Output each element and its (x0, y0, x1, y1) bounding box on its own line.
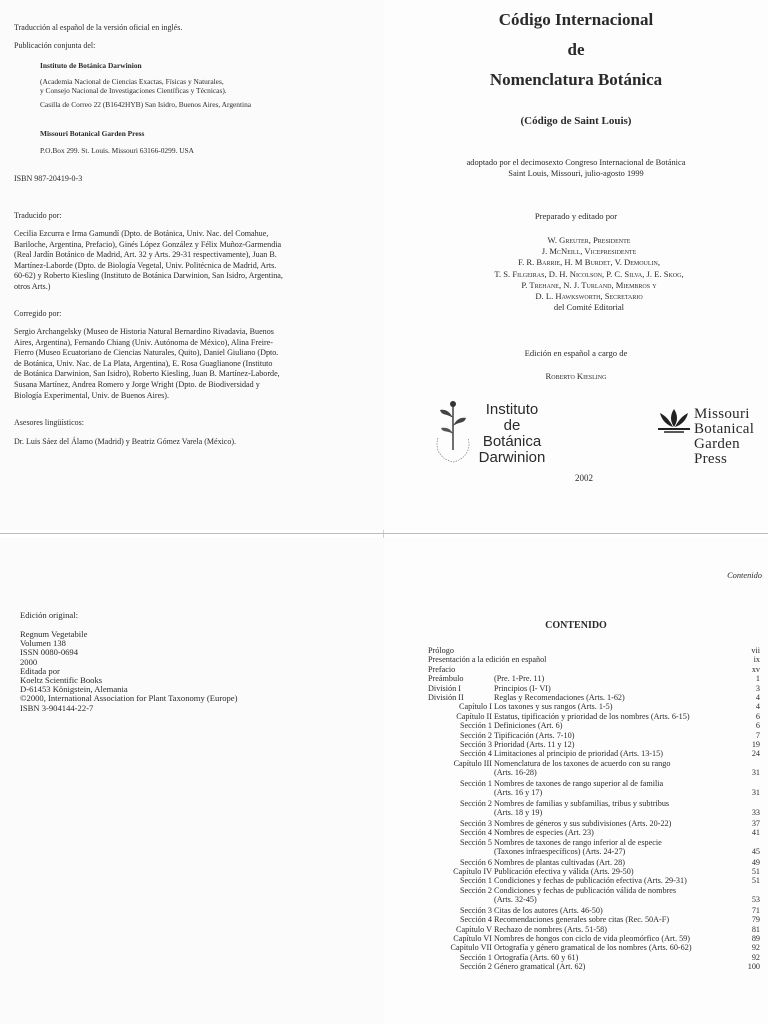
toc-page-number: vii (751, 646, 760, 655)
toc-label: Sección 2 (459, 730, 492, 740)
toc-page-number: 51 (751, 876, 760, 886)
toc-label: División II (428, 693, 464, 702)
missouri-logo-text (694, 407, 768, 467)
original-edition-line: Koeltz Scientific Books (20, 675, 103, 686)
toc-title: Tipificación (Arts. 7-10) (494, 730, 575, 740)
toc-page-number: 89 (751, 934, 760, 943)
darwinion-logo-line: Botánica (482, 433, 542, 450)
missouri-logo-line: Missouri (694, 406, 750, 422)
toc-page-number: 45 (751, 846, 760, 856)
missouri-logo-line: Garden (694, 436, 740, 452)
toc-title: Condiciones y fechas de publicación válida de nombres (494, 885, 677, 895)
title-page (384, 0, 768, 530)
darwinion-logo-line: Instituto (485, 401, 539, 418)
darwinion-logo-icon (428, 398, 478, 466)
spanish-edition-editor: Roberto Kiesling (545, 371, 607, 381)
toc-label: Sección 1 (459, 876, 492, 886)
toc-title-continued: (Arts. 16-28) (494, 768, 537, 778)
toc-page-number: 92 (751, 943, 760, 953)
toc-page-number: 79 (751, 915, 760, 925)
toc-title: Reglas y Recomendaciones (Arts. 1-62) (494, 693, 625, 702)
translated-line: Cecilia Ezcurra e Irma Gamundí (Dpto. de Botánica, Univ. Nac. del Comahue, (14, 229, 269, 238)
editor-line: del Comité Editorial (553, 302, 625, 313)
isbn: ISBN 987-20419-0-3 (14, 174, 83, 183)
toc-label: Sección 4 (459, 915, 492, 925)
toc-page-number: xv (751, 664, 760, 674)
toc-title: Ortografía y género gramatical de los nombres (Arts. 60-62) (494, 943, 692, 953)
original-edition-page (0, 538, 384, 1024)
toc-title-continued: (Taxones infraespecíficos) (Arts. 24-27) (494, 846, 626, 856)
translated-paragraph (14, 229, 359, 293)
editors-list (444, 235, 734, 313)
toc-row (384, 962, 768, 971)
original-edition-line: Regnum Vegetabile (20, 629, 88, 639)
institute1-address-1: (Academia Nacional de Ciencias Exactas, Físicas y Naturales, (40, 77, 224, 86)
toc-row (384, 819, 768, 828)
toc-row (384, 915, 768, 924)
toc-row (384, 740, 768, 749)
corrected-line: Fierro (Museo Ecuatoriano de Ciencias Naturales, Quito), Daniel Giuliano (Dpto. (14, 348, 279, 358)
toc-label: Capítulo V (455, 924, 492, 934)
toc-title: Nombres de hongos con ciclo de vida pleomórfico (Art. 59) (494, 934, 690, 943)
toc-label: Prólogo (428, 646, 454, 655)
editor-line: D. L. Hawksworth, Secretario (535, 291, 643, 302)
contents-heading: CONTENIDO (545, 620, 607, 631)
toc-title: Estatus, tipificación y prioridad de los nombres (Arts. 6-15) (494, 711, 690, 721)
toc-row (384, 712, 768, 721)
toc-label: Sección 3 (459, 740, 492, 749)
title-line-1: Código Internacional (498, 10, 654, 29)
toc-label: Sección 2 (459, 962, 492, 972)
toc-page-number: 53 (751, 895, 760, 905)
publication-year: 2002 (575, 473, 593, 483)
corrected-heading: Corregido por: (14, 309, 62, 318)
toc-page-number: 6 (755, 721, 760, 731)
toc-page-number: 4 (755, 693, 760, 702)
translation-note: Traducción al español de la versión oficial en inglés. (14, 23, 183, 32)
toc-page-number: 33 (751, 808, 760, 818)
toc-page-number: 4 (755, 702, 760, 712)
toc-title: Nombres de familias y subfamilias, tribus y subtribus (494, 798, 670, 808)
toc-label: Sección 1 (459, 952, 492, 962)
corrected-paragraph (14, 327, 359, 401)
toc-title: Citas de los autores (Arts. 46-50) (494, 905, 603, 915)
adopted-line-1: adoptado por el decimosexto Congreso Internacional de Botánica (466, 158, 686, 167)
toc-title-continued: (Arts. 18 y 19) (494, 808, 543, 818)
toc-row (384, 721, 768, 730)
toc-title: Los taxones y sus rangos (Arts. 1-5) (494, 702, 613, 712)
toc-label: Sección 1 (459, 721, 492, 731)
toc-title-continued: (Arts. 16 y 17) (494, 788, 543, 798)
corrected-line: Susana Martínez, Andrea Romero y Jorge Wright (Dpto. de Biodiversidad y (14, 379, 260, 389)
title-line-2: de (567, 40, 585, 59)
toc-label: Sección 4 (459, 828, 492, 838)
toc-label: Capítulo I (459, 702, 492, 712)
missouri-logo-line: Press (694, 451, 728, 467)
toc-title-continued: (Arts. 32-45) (494, 895, 537, 905)
editor-line: P. Trehane, N. J. Turland, Miembros y (521, 279, 657, 290)
toc-label: Capítulo VII (450, 943, 492, 953)
toc-page-number: 7 (755, 730, 760, 740)
toc-row (384, 876, 768, 885)
toc-page-number: 24 (751, 749, 760, 759)
publication-note: Publicación conjunta del: (14, 41, 96, 50)
toc-title: (Pre. 1-Pre. 11) (494, 674, 545, 684)
translated-line: 60-62) y Roberto Kiesling (Instituto de Botánica Darwinion, San Isidro, Argentina, (14, 271, 283, 281)
toc-row (384, 934, 768, 943)
toc-row (384, 886, 768, 905)
toc-title: Nomenclatura de los taxones de acuerdo con su rango (494, 758, 671, 768)
toc-label: Sección 3 (459, 905, 492, 915)
missouri-botanical-logo-icon (654, 405, 694, 437)
institute1-address-2: y Consejo Nacional de Investigaciones Científicas y Técnicas). (40, 86, 227, 95)
toc-label: Sección 1 (459, 778, 492, 788)
original-edition-heading: Edición original: (20, 610, 78, 620)
original-edition-line: Volumen 138 (20, 638, 66, 649)
toc-row (384, 693, 768, 702)
original-edition-details (20, 630, 237, 713)
toc-title: Género gramatical (Art. 62) (494, 962, 586, 972)
original-edition-line: ©2000, International Association for Plant Taxonomy (Europe) (20, 693, 238, 704)
institute1-address-3: Casilla de Correo 22 (B1642HYB) San Isidro, Buenos Aires, Argentina (40, 100, 252, 109)
toc-title: Prioridad (Arts. 11 y 12) (494, 740, 575, 749)
credits-page (0, 0, 384, 530)
toc-row (384, 646, 768, 655)
spanish-edition-note: Edición en español a cargo de (524, 348, 628, 358)
editor-line: T. S. Filgeiras, D. H. Nicolson, P. C. Silva, J. E. Skog, (494, 268, 684, 279)
institute2-name: Missouri Botanical Garden Press (40, 129, 145, 138)
toc-title: Principios (I- VI) (494, 683, 551, 693)
toc-title: Nombres de plantas cultivadas (Art. 28) (494, 857, 625, 867)
toc-title: Limitaciones al principio de prioridad (Arts. 13-15) (494, 749, 663, 759)
toc-row (384, 828, 768, 837)
original-edition-line: ISBN 3-904144-22-7 (20, 702, 94, 713)
editor-line: F. R. Barrie, H. M Burdet, V. Demoulin, (517, 257, 661, 268)
toc-title: Publicación efectiva y válida (Arts. 29-50) (494, 867, 634, 876)
toc-title: Condiciones y fechas de publicación efectiva (Arts. 29-31) (494, 876, 687, 886)
toc-title: Definiciones (Art. 6) (494, 721, 563, 731)
subtitle: (Código de Saint Louis) (520, 115, 632, 127)
toc-page-number: 51 (751, 867, 760, 876)
toc-page-number: 49 (751, 857, 760, 867)
translated-heading: Traducido por: (14, 211, 62, 220)
contents-page (384, 538, 768, 1024)
toc-label: Sección 5 (459, 837, 492, 847)
toc-row (384, 684, 768, 693)
advisors-line: Dr. Luis Sáez del Álamo (Madrid) y Beatriz Gómez Varela (México). (14, 437, 236, 446)
darwinion-logo-line: de (503, 417, 521, 434)
toc-page-number: 37 (751, 818, 760, 828)
toc-label: División I (428, 683, 461, 693)
toc-page-number: ix (753, 655, 760, 665)
original-edition-line: D-61453 Königstein, Alemania (20, 684, 128, 695)
toc-label: Sección 4 (459, 749, 492, 759)
toc-page-number: 6 (755, 711, 760, 721)
toc-label: Sección 6 (459, 857, 492, 867)
toc-title: Ortografía (Arts. 60 y 61) (494, 952, 579, 962)
corrected-line: Aires, Argentina), Fernando Chiang (Univ. Autónoma de México), Alina Freire- (14, 337, 273, 347)
toc-page-number: 100 (747, 962, 760, 972)
toc-label: Sección 2 (459, 885, 492, 895)
toc-label: Capítulo IV (453, 867, 492, 876)
editor-line: J. McNeill, Vicepresidente (541, 246, 637, 257)
translated-line: (Real Jardín Botánico de Madrid, Art. 32 y Arts. 29-31 respectivamente), Juan B. (14, 250, 277, 260)
page-divider-horizontal (0, 533, 768, 534)
toc-page-number: 3 (755, 683, 760, 693)
prepared-by: Preparado y editado por (534, 211, 618, 221)
toc-title: Rechazo de nombres (Arts. 51-58) (494, 924, 607, 934)
editor-line: W. Greuter, Presidente (547, 235, 631, 245)
toc-title: Nombres de taxones de rango inferior al de especie (494, 837, 662, 847)
corrected-line: Sergio Archangelsky (Museo de Historia Natural Bernardino Rivadavia, Buenos (14, 327, 274, 336)
toc-row (384, 674, 768, 683)
toc-row (384, 867, 768, 876)
toc-row (384, 665, 768, 674)
translated-line: otros Arts.) (14, 281, 51, 291)
toc-row (384, 925, 768, 934)
toc-label: Sección 3 (459, 818, 492, 828)
toc-row (384, 655, 768, 664)
toc-page-number: 1 (755, 674, 760, 684)
corrected-line: Biología Experimental, Univ. de Buenos Aires). (14, 390, 170, 400)
institute1-name: Instituto de Botánica Darwinion (40, 61, 142, 70)
toc-page-number: 31 (751, 768, 760, 778)
toc-page-number: 81 (751, 924, 760, 934)
corrected-line: de Botánica, Univ. Nac. de La Plata, Argentina), E. Rosa Guaglianone (Instituto (14, 358, 273, 368)
original-edition-line: 2000 (20, 656, 38, 667)
toc-page-number: 92 (751, 952, 760, 962)
darwinion-logo-text (472, 402, 552, 466)
toc-title: Nombres de taxones de rango superior al de familia (494, 778, 664, 788)
toc-row (384, 749, 768, 758)
toc-row (384, 799, 768, 818)
toc-row (384, 731, 768, 740)
toc-row (384, 858, 768, 867)
toc-page-number: 19 (751, 740, 760, 749)
toc-title: Recomendaciones generales sobre citas (Rec. 50A-F) (494, 915, 670, 925)
advisors-heading: Asesores lingüísticos: (14, 418, 84, 427)
darwinion-logo-line: Darwinion (478, 449, 546, 466)
toc-label: Preámbulo (428, 674, 464, 684)
adopted-line-2: Saint Louis, Missouri, julio-agosto 1999 (508, 169, 644, 178)
translated-line: Bariloche, Argentina, Prefacio), Ginés López González y Félix Muñoz-Garmendia (14, 239, 282, 249)
toc-page-number: 71 (751, 905, 760, 915)
toc-label: Capítulo VI (453, 934, 492, 943)
toc-label: Capítulo II (456, 711, 492, 721)
original-edition-line: ISSN 0080-0694 (20, 647, 79, 658)
toc-row (384, 779, 768, 798)
translated-line: Martínez-Laborde (Dpto. de Biología Vegetal, Univ. Politécnica de Madrid, Arts. (14, 260, 277, 270)
toc-page-number: 41 (751, 828, 760, 838)
toc-row (384, 906, 768, 915)
toc-row (384, 943, 768, 952)
toc-title: Nombres de especies (Art. 23) (494, 828, 594, 838)
toc-page-number: 31 (751, 788, 760, 798)
title-line-3: Nomenclatura Botánica (489, 70, 663, 89)
toc-row (384, 759, 768, 778)
toc-row (384, 702, 768, 711)
missouri-logo-line: Botanical (694, 421, 755, 437)
running-head: Contenido (727, 571, 762, 580)
original-edition-line: Editada por (20, 665, 60, 676)
toc-label: Capítulo III (453, 758, 492, 768)
toc-title: Nombres de géneros y sus subdivisiones (Arts. 20-22) (494, 818, 672, 828)
institute2-address: P.O.Box 299. St. Louis. Missouri 63166-0299. USA (40, 146, 194, 155)
toc-label: Sección 2 (459, 798, 492, 808)
toc-label: Prefacio (428, 664, 456, 674)
toc-row (384, 838, 768, 857)
toc-row (384, 953, 768, 962)
toc-label: Presentación a la edición en español (428, 655, 547, 665)
corrected-line: de Botánica Darwinion, San Isidro), Roberto Kiesling, Juan B. Martínez-Laborde, (14, 369, 280, 379)
